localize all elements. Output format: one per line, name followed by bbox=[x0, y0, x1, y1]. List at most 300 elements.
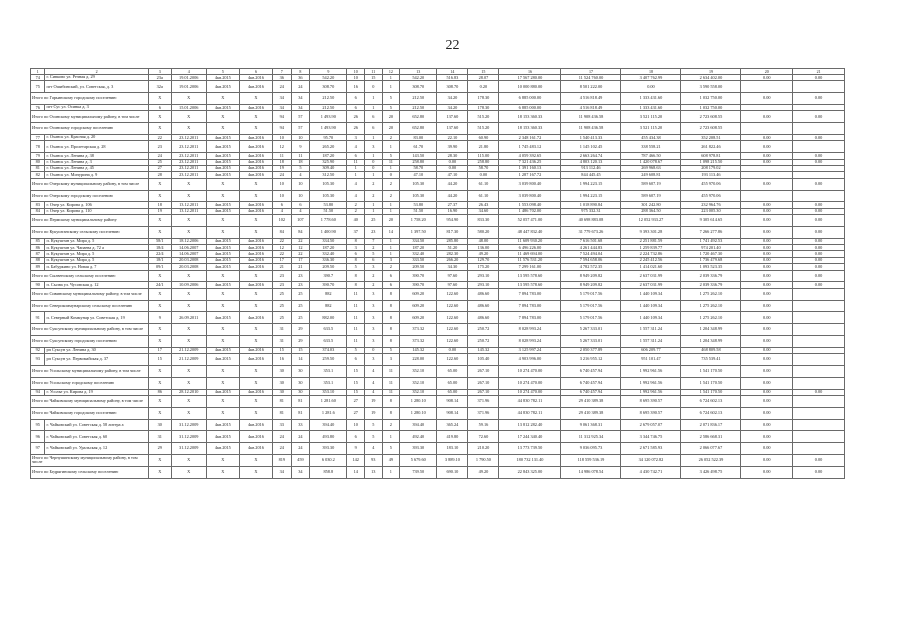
table-cell: 232 964.76 bbox=[681, 202, 741, 208]
table-cell: 249 608.81 bbox=[621, 172, 681, 178]
table-cell: 4кв.2015 bbox=[206, 81, 239, 93]
table-cell: 2 039 336.79 bbox=[681, 270, 741, 282]
table-cell: 28 bbox=[148, 172, 171, 178]
table-cell: 83.00 bbox=[400, 134, 437, 140]
table-cell: 390.70 bbox=[400, 282, 437, 288]
table-cell: 208 179.02 bbox=[681, 165, 741, 171]
table-cell: 4кв.2015 bbox=[206, 202, 239, 208]
table-cell: 34 bbox=[291, 466, 310, 478]
table-cell: X bbox=[206, 324, 239, 336]
table-cell: 0.00 bbox=[741, 377, 793, 389]
table-cell: 1 275 262.10 bbox=[681, 300, 741, 312]
table-cell: 8 bbox=[382, 336, 400, 348]
table-cell: 6 bbox=[365, 123, 383, 135]
table-cell: 4 261 444.83 bbox=[561, 245, 621, 251]
table-cell: 4кв.2016 bbox=[239, 354, 272, 366]
table-cell: 29 bbox=[148, 443, 171, 455]
table-cell: 4кв.2016 bbox=[239, 75, 272, 81]
table-cell: 301 242.80 bbox=[621, 202, 681, 208]
table-cell: 21 bbox=[272, 264, 291, 270]
table-cell: 89 bbox=[31, 264, 45, 270]
subtotal-label: Итого по Осинскому городскому поселению bbox=[31, 123, 149, 135]
table-cell: X bbox=[148, 300, 171, 312]
table-cell: 4кв.2016 bbox=[239, 245, 272, 251]
table-cell: 5 679.60 bbox=[400, 454, 437, 466]
table-cell: 22.10 bbox=[437, 134, 468, 140]
table-cell: X bbox=[206, 111, 239, 123]
table-cell: 27.37 bbox=[437, 202, 468, 208]
table-cell: 145.32 bbox=[468, 347, 499, 353]
table-cell: 2 634 402.00 bbox=[681, 75, 741, 81]
table-cell: 95.70 bbox=[310, 134, 347, 140]
address-cell: п. Бабуркино ул. Новая д. 7 bbox=[45, 264, 148, 270]
table-cell bbox=[741, 190, 793, 202]
table-cell: 92 bbox=[31, 347, 45, 353]
table-row bbox=[31, 141, 845, 153]
table-cell: 258.80 bbox=[468, 159, 499, 165]
table-cell: 31 779 673.26 bbox=[561, 226, 621, 238]
table-cell: 142 bbox=[347, 454, 365, 466]
table-cell: 353.10 bbox=[310, 389, 347, 395]
table-cell: 09/1 bbox=[148, 264, 171, 270]
table-cell: 1 bbox=[382, 208, 400, 214]
table-cell: 0.00 bbox=[793, 270, 845, 282]
table-cell: 11 bbox=[382, 389, 400, 395]
table-cell: 1 391 160.13 bbox=[499, 165, 561, 171]
table-cell: 0.00 bbox=[741, 454, 793, 466]
table-cell: 87 bbox=[31, 251, 45, 257]
table-cell: 974 201.40 bbox=[681, 245, 741, 251]
table-cell: 609.20 bbox=[400, 288, 437, 300]
table-cell: X bbox=[148, 454, 171, 466]
table-cell: 390.70 bbox=[400, 270, 437, 282]
table-cell: 1 bbox=[382, 141, 400, 153]
table-cell: 21.80 bbox=[468, 141, 499, 153]
table-cell: 1 bbox=[382, 466, 400, 478]
table-cell: 209.50 bbox=[400, 264, 437, 270]
table-cell: 19.01.2006 bbox=[171, 81, 206, 93]
table-cell: 2 bbox=[382, 419, 400, 431]
table-cell: 11 bbox=[382, 377, 400, 389]
table-cell: 53.80 bbox=[400, 202, 437, 208]
subtotal-row bbox=[31, 111, 845, 123]
table-cell: X bbox=[206, 407, 239, 419]
table-cell: 95 bbox=[31, 419, 45, 431]
table-cell: 373.32 bbox=[400, 324, 437, 336]
subtotal-label: Итого по Кукуштанскому сельскому поселению bbox=[31, 226, 149, 238]
table-cell: 5 179 017.56 bbox=[561, 288, 621, 300]
table-cell: 19 bbox=[365, 407, 383, 419]
table-cell: 31 bbox=[272, 324, 291, 336]
table-cell: 1 bbox=[365, 172, 383, 178]
subtotal-label: Итого по Очерскому городскому поселению bbox=[31, 190, 149, 202]
table-cell: 4 bbox=[365, 377, 383, 389]
table-cell: 1 bbox=[382, 238, 400, 244]
address-cell: п. Кукуштан ул. Мира д. 5 bbox=[45, 251, 148, 257]
table-cell: 3 521 115.20 bbox=[621, 123, 681, 135]
subtotal-row bbox=[31, 366, 845, 378]
table-cell: 2 bbox=[365, 282, 383, 288]
table-cell: 36 bbox=[272, 75, 291, 81]
table-cell: 10.09.2006 bbox=[171, 282, 206, 288]
table-cell: 394.40 bbox=[310, 419, 347, 431]
column-number: 14 bbox=[437, 69, 468, 75]
table-cell: 0.00 bbox=[793, 208, 845, 214]
table-cell: 12 bbox=[272, 245, 291, 251]
table-row bbox=[31, 354, 845, 366]
table-cell: 3 bbox=[365, 300, 383, 312]
column-number: 20 bbox=[741, 69, 793, 75]
table-cell: 393.30 bbox=[400, 443, 437, 455]
table-cell: 3 590 558.00 bbox=[681, 81, 741, 93]
table-cell: 14 bbox=[347, 466, 365, 478]
table-cell: 14.06.2007 bbox=[171, 245, 206, 251]
table-cell: 394.40 bbox=[400, 419, 437, 431]
subtotal-row bbox=[31, 270, 845, 282]
subtotal-row bbox=[31, 300, 845, 312]
table-cell: 4кв.2016 bbox=[239, 264, 272, 270]
table-cell: 1 204 348.99 bbox=[681, 324, 741, 336]
table-cell: 282.30 bbox=[437, 251, 468, 257]
table-cell: 4кв.2015 bbox=[206, 431, 239, 443]
table-cell: 18.12.2006 bbox=[171, 238, 206, 244]
table-cell: 223 005.30 bbox=[681, 208, 741, 214]
table-cell: 309.40 bbox=[310, 165, 347, 171]
table-cell: 24 bbox=[272, 81, 291, 93]
table-cell: 34 bbox=[272, 466, 291, 478]
table-cell: 0.00 bbox=[741, 270, 793, 282]
table-cell bbox=[793, 431, 845, 443]
table-cell: 79 bbox=[31, 153, 45, 159]
table-cell: 3 bbox=[365, 288, 383, 300]
column-number: 9 bbox=[310, 69, 347, 75]
table-cell: 0 bbox=[365, 347, 383, 353]
table-cell: 0 bbox=[382, 172, 400, 178]
table-cell: 22 843 325.00 bbox=[499, 466, 561, 478]
table-cell: 0.00 bbox=[741, 347, 793, 353]
address-cell: рп Суксун ул. Ленина д. 30 bbox=[45, 347, 148, 353]
table-cell: 23.12.2011 bbox=[171, 159, 206, 165]
table-cell: 4кв.2015 bbox=[206, 312, 239, 324]
table-cell: 30 bbox=[291, 389, 310, 395]
table-cell: X bbox=[171, 226, 206, 238]
table-cell: 22 bbox=[272, 238, 291, 244]
table-cell: 0.00 bbox=[741, 312, 793, 324]
table-cell: 0.00 bbox=[741, 431, 793, 443]
table-cell: 30 bbox=[291, 366, 310, 378]
table-cell: X bbox=[206, 93, 239, 105]
table-cell: 122.60 bbox=[437, 354, 468, 366]
table-cell: 652.80 bbox=[400, 123, 437, 135]
table-cell: X bbox=[171, 324, 206, 336]
table-cell: 25 bbox=[272, 312, 291, 324]
table-cell: 0.00 bbox=[741, 366, 793, 378]
address-cell: п. Кукуштан ул. Чапаева д. 72 а bbox=[45, 245, 148, 251]
table-cell: X bbox=[206, 288, 239, 300]
table-cell: 4 bbox=[347, 190, 365, 202]
table-cell: 1 275 262.10 bbox=[681, 288, 741, 300]
table-cell: 1 032 750.00 bbox=[681, 93, 741, 105]
table-cell: 542.20 bbox=[310, 75, 347, 81]
table-cell: 15 bbox=[347, 377, 365, 389]
table-cell: 0.00 bbox=[793, 389, 845, 395]
subtotal-row bbox=[31, 395, 845, 407]
table-cell: X bbox=[206, 454, 239, 466]
table-cell: 0.00 bbox=[741, 407, 793, 419]
table-cell: 96 bbox=[31, 431, 45, 443]
table-cell: 11 bbox=[347, 312, 365, 324]
table-cell: X bbox=[171, 407, 206, 419]
table-cell: X bbox=[206, 215, 239, 227]
address-cell: п. Кукуштан ул. Мира д. 5 bbox=[45, 238, 148, 244]
table-cell: 13.12.2011 bbox=[171, 202, 206, 208]
table-cell: X bbox=[148, 270, 171, 282]
table-cell: 1 493.90 bbox=[310, 111, 347, 123]
table-cell: 25 bbox=[291, 300, 310, 312]
table-cell: 1 553 098.40 bbox=[499, 202, 561, 208]
table-cell: 0.00 bbox=[741, 395, 793, 407]
table-cell: 16 bbox=[347, 81, 365, 93]
table-cell: 0.00 bbox=[741, 178, 793, 190]
table-cell: 2 bbox=[347, 208, 365, 214]
table-cell: X bbox=[171, 300, 206, 312]
table-cell bbox=[793, 141, 845, 153]
table-cell: 609.20 bbox=[400, 312, 437, 324]
table-cell: 8 bbox=[382, 312, 400, 324]
table-cell: 4кв.2015 bbox=[206, 257, 239, 263]
table-cell: 1 bbox=[347, 172, 365, 178]
table-cell: 94 bbox=[272, 123, 291, 135]
table-cell: 1 397.50 bbox=[400, 226, 437, 238]
table-cell: 1 bbox=[382, 202, 400, 208]
subtotal-row bbox=[31, 93, 845, 105]
table-cell: 2 224 732.86 bbox=[621, 251, 681, 257]
table-cell: 6 740 457.94 bbox=[561, 377, 621, 389]
table-cell: 105.30 bbox=[400, 178, 437, 190]
table-cell: 0.00 bbox=[793, 215, 845, 227]
table-cell: 1 259 839.77 bbox=[621, 245, 681, 251]
column-number: 7 bbox=[272, 69, 291, 75]
table-cell: 48.00 bbox=[468, 238, 499, 244]
table-cell: 27 bbox=[347, 407, 365, 419]
table-cell: 7 524 494.04 bbox=[561, 251, 621, 257]
address-cell: г. Сивково ул. Речная д. 29 bbox=[45, 75, 148, 81]
table-cell: 20 bbox=[382, 123, 400, 135]
table-cell bbox=[793, 443, 845, 455]
table-cell: 6 724 602.13 bbox=[681, 407, 741, 419]
table-cell: 2 bbox=[365, 245, 383, 251]
table-cell: 1 540 413.33 bbox=[561, 134, 621, 140]
table-cell: 1 992 961.56 bbox=[621, 389, 681, 395]
table-cell: 6 496 226.00 bbox=[499, 245, 561, 251]
table-cell: X bbox=[239, 226, 272, 238]
table-cell: X bbox=[239, 93, 272, 105]
table-cell: 5 bbox=[382, 153, 400, 159]
table-cell: 23.12.2011 bbox=[171, 134, 206, 140]
table-cell: 78 bbox=[31, 141, 45, 153]
table-cell: 25 bbox=[291, 312, 310, 324]
table-cell: 0.00 bbox=[741, 443, 793, 455]
table-cell: 14 986 078.54 bbox=[561, 466, 621, 478]
table-cell: X bbox=[206, 466, 239, 478]
table-cell: 23 bbox=[272, 270, 291, 282]
table-cell: 2 bbox=[382, 134, 400, 140]
table-cell: 77 bbox=[31, 134, 45, 140]
table-cell: 374.03 bbox=[310, 347, 347, 353]
table-cell: X bbox=[239, 377, 272, 389]
table-cell: 27 bbox=[347, 395, 365, 407]
table-cell: 6 740 457.94 bbox=[561, 366, 621, 378]
table-cell: 34.20 bbox=[437, 93, 468, 105]
table-cell: X bbox=[239, 407, 272, 419]
table-cell: 1 bbox=[382, 165, 400, 171]
table-cell: 0.00 bbox=[741, 202, 793, 208]
table-cell: 8 bbox=[382, 324, 400, 336]
table-cell: 2 348 161.72 bbox=[499, 134, 561, 140]
table-cell: 11 469 694.00 bbox=[499, 251, 561, 257]
table-cell: 5 bbox=[347, 264, 365, 270]
table-cell: 23 bbox=[291, 270, 310, 282]
subtotal-label: Итого по Очерскому муниципальному району, в том числе bbox=[31, 178, 149, 190]
table-cell: X bbox=[206, 226, 239, 238]
table-cell: 19 bbox=[148, 208, 171, 214]
table-cell: 393.30 bbox=[310, 443, 347, 455]
table-cell: 5 bbox=[382, 347, 400, 353]
table-cell: 10 bbox=[347, 419, 365, 431]
table-cell: 0.00 bbox=[741, 288, 793, 300]
table-cell: 17 bbox=[291, 257, 310, 263]
table-cell: X bbox=[171, 466, 206, 478]
table-cell: 52 057 471.00 bbox=[499, 215, 561, 227]
table-cell: 122.60 bbox=[437, 336, 468, 348]
table-cell: 1 992 961.56 bbox=[621, 377, 681, 389]
table-cell: 40 698 883.08 bbox=[561, 215, 621, 227]
table-cell: 951 101.47 bbox=[621, 354, 681, 366]
table-cell: 542.20 bbox=[400, 75, 437, 81]
table-cell: 228.00 bbox=[400, 354, 437, 366]
table-cell: X bbox=[206, 270, 239, 282]
table-cell: 1 093 523.35 bbox=[681, 264, 741, 270]
table-cell: 1 bbox=[365, 93, 383, 105]
table-cell: X bbox=[171, 215, 206, 227]
table-cell: X bbox=[148, 178, 171, 190]
table-cell: 5 bbox=[291, 165, 310, 171]
table-cell: 30 bbox=[272, 377, 291, 389]
table-cell bbox=[793, 288, 845, 300]
table-cell: 6 724 602.13 bbox=[681, 395, 741, 407]
table-cell: 1 032 750.00 bbox=[681, 104, 741, 110]
table-cell: 2 679 057.07 bbox=[621, 419, 681, 431]
table-cell: 5 bbox=[347, 347, 365, 353]
table-cell: X bbox=[148, 226, 171, 238]
table-cell bbox=[793, 312, 845, 324]
table-cell: 32а bbox=[148, 81, 171, 93]
table-cell: 4кв.2015 bbox=[206, 172, 239, 178]
table-cell: 175.20 bbox=[468, 264, 499, 270]
table-cell: 105.30 bbox=[400, 190, 437, 202]
table-cell: 1 098 215.50 bbox=[681, 159, 741, 165]
table-cell: 4кв.2015 bbox=[206, 264, 239, 270]
table-cell: 21.12.2009 bbox=[171, 347, 206, 353]
table-cell: 0.00 bbox=[793, 202, 845, 208]
table-cell: 0.00 bbox=[793, 282, 845, 288]
table-cell: 27 bbox=[148, 165, 171, 171]
table-cell: 1 bbox=[382, 75, 400, 81]
table-cell: 18 bbox=[148, 202, 171, 208]
table-cell: 2 bbox=[365, 190, 383, 202]
table-cell: 2 723 608.55 bbox=[681, 123, 741, 135]
table-cell: 7 266 277.86 bbox=[681, 226, 741, 238]
table-cell: 7 894 783.00 bbox=[499, 288, 561, 300]
table-cell: 212.50 bbox=[310, 93, 347, 105]
table-cell: 6 bbox=[148, 104, 171, 110]
table-cell: 739.50 bbox=[400, 466, 437, 478]
table-cell: X bbox=[239, 300, 272, 312]
table-cell: 29 410 389.38 bbox=[561, 407, 621, 419]
table-cell: 516.83 bbox=[437, 75, 468, 81]
table-cell: 15 bbox=[148, 354, 171, 366]
table-cell: 4кв.2016 bbox=[239, 431, 272, 443]
table-cell: 2 bbox=[382, 264, 400, 270]
table-cell: 0.00 bbox=[793, 251, 845, 257]
table-cell: 1 994 223.15 bbox=[561, 178, 621, 190]
table-cell: 31.12.2009 bbox=[171, 431, 206, 443]
table-cell: X bbox=[171, 336, 206, 348]
table-cell: 0 bbox=[365, 165, 383, 171]
table-cell: 1 bbox=[365, 104, 383, 110]
table-cell: X bbox=[148, 111, 171, 123]
table-cell: 1 280.10 bbox=[400, 407, 437, 419]
table-cell: X bbox=[206, 178, 239, 190]
table-cell: 26 052 522.39 bbox=[681, 454, 741, 466]
table-cell: 65.00 bbox=[437, 377, 468, 389]
table-cell: 258.80 bbox=[400, 159, 437, 165]
table-cell: 455 970.06 bbox=[681, 178, 741, 190]
table-cell: X bbox=[206, 123, 239, 135]
table-cell: 23а bbox=[148, 75, 171, 81]
table-cell: 1 bbox=[382, 81, 400, 93]
table-cell: 0.00 bbox=[741, 245, 793, 251]
table-cell: X bbox=[239, 288, 272, 300]
table-cell: X bbox=[148, 366, 171, 378]
table-cell: 308.70 bbox=[310, 81, 347, 93]
table-cell: 11 bbox=[347, 336, 365, 348]
table-cell: 25 bbox=[272, 300, 291, 312]
table-cell: 10 bbox=[272, 178, 291, 190]
table-cell: 59.16 bbox=[468, 419, 499, 431]
table-cell: 975 332.31 bbox=[561, 208, 621, 214]
table-cell: 8 695 390.57 bbox=[621, 395, 681, 407]
table-cell: 0.00 bbox=[741, 93, 793, 105]
column-number: 3 bbox=[148, 69, 171, 75]
table-cell: 0.00 bbox=[741, 159, 793, 165]
table-cell: 72.60 bbox=[468, 431, 499, 443]
table-cell: 690.10 bbox=[437, 466, 468, 478]
table-cell: X bbox=[239, 215, 272, 227]
table-cell: 3 889.10 bbox=[437, 454, 468, 466]
table-cell: 129.70 bbox=[468, 257, 499, 263]
table-cell: 844 445.45 bbox=[561, 172, 621, 178]
table-cell bbox=[793, 377, 845, 389]
table-cell: 0.00 bbox=[741, 238, 793, 244]
table-cell: 4 bbox=[347, 178, 365, 190]
table-cell: 37 bbox=[347, 226, 365, 238]
table-cell: 11 908 436.58 bbox=[561, 123, 621, 135]
table-cell: 23 bbox=[365, 226, 383, 238]
table-cell: 0.00 bbox=[793, 245, 845, 251]
table-cell: 30 bbox=[272, 366, 291, 378]
table-cell: 308.70 bbox=[437, 81, 468, 93]
